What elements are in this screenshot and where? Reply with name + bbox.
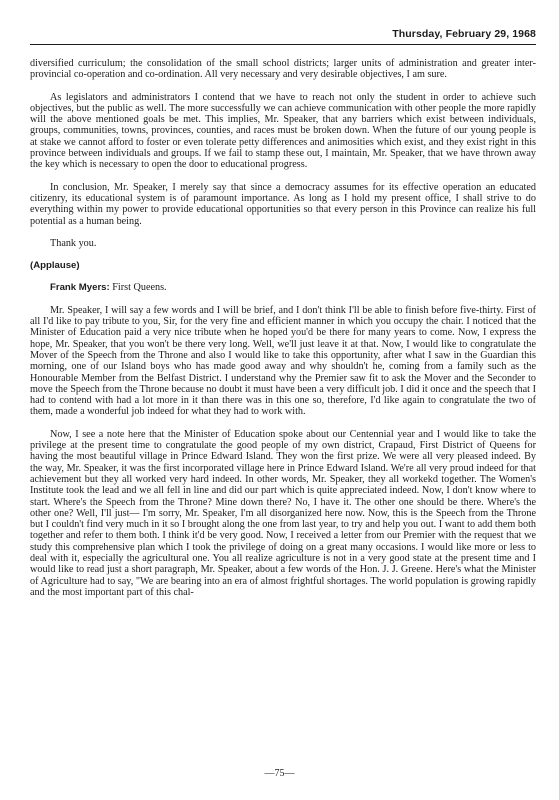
speaker-name: Frank Myers: xyxy=(50,282,110,294)
page-body xyxy=(30,58,536,598)
paragraph-continued: diversified curriculum; the consolidation of the small school districts; larger units of administration and greater inter-provincial co-operation and co-ordination. All very necessary and very desirable objectives, I am sure. xyxy=(30,58,536,81)
paragraph-centennial: Now, I see a note here that the Minister of Education spoke about our Centennial year and I would like to take the privilege at the present time to congratulate the good people of my own district, Crapaud, First District of Queens for having the most beautiful village in Prince Edward Island. They won the first prize. We were all very pleased indeed. By the way, Mr. Speaker, it was the first incorporated village here in Prince Edward Island. We're all very proud indeed for that achievement but they all worked very hard indeed. In other words, Mr. Speaker, they all workekd together. The Women's Institute took the lead and we all fell in line and did our part which is quite appreciated indeed. Now, I don't know where to start. Where's the Speech from the Throne? Mine down there? No, I have it. The other one should be there. Where's the other one? Well, I'll just— I'm sorry, Mr. Speaker, I'm all disorganized here now. Now, this is the Speech from the Throne but I couldn't find very much in it so I brought along the one from last year, to try and help you out. I want to add them both together and refer to them both. I think it'd be very good. Now, I received a letter from our Premier with the request that we study this comprehensive plan which I took the privilege of doing on a great many occasions. I would like more or less to deal with it, especially the agricultural one. You all realize agriculture is not in a very good state at the present time and I would like to read just a short paragraph, Mr. Speaker, about a few words of the Hon. J. J. Greene. Here's what the Minister of Agriculture had to say, "We are bearing into an era of almost frightful shortages. The world population is growing rapidly and the most important part of this chal- xyxy=(30,428,536,598)
page-number: —75— xyxy=(264,768,295,779)
speaker-line xyxy=(30,282,536,293)
thank-you-line: Thank you. xyxy=(50,237,97,249)
paragraph-myers-opening: Mr. Speaker, I will say a few words and I will be brief, and I don't think I'll be able to finish before five-thirty. First of all I'd like to pay tribute to you, Sir, for the very fine and efficient manner in which you occupy the chair. I noticed that the Minister of Education paid a very nice tribute when he hoped you'd be there for many years to come. Now, I express the hope, Mr. Speaker, that you won't be there very long. Well, we'll just leave it at that. Now, I would like to congratulate the Mover of the Speech from the Throne and also I would like to take this opportunity, after what I saw in the Guardian this morning, one of our Island boys who has made good away and why shouldn't he, coming from a family such as the Honourable Member from the Belfast District. I understand why the Premier saw fit to ask the Mover and the Seconder to move the Speech from the Throne because no doubt it must have been a very difficult job. I did it once and the speech that I had to contend with had a lot more in it than there was in this one so, therefore, I'd like again to congratulate the two of them, made a wonderful job indeed for what they had to work with. xyxy=(30,304,536,418)
applause-line: (Applause) xyxy=(30,260,80,272)
speaker-riding: First Queens. xyxy=(112,282,167,294)
paragraph-legislators: As legislators and administrators I contend that we have to reach not only the student in order to achieve such objectives, but the public as well. The more successfully we can achieve communication with other people the more rapidly will the above mentioned goals be met. This implies, Mr. Speaker, that any barriers which exist between individuals, groups, communities, towns, provinces, counties, and races must be broken down. When the future of our young people is at stake we cannot afford to foster or even tolerate petty differences and animosities which exist, and they exist right in this province between individuals and groups. If we fail to stamp these out, I maintain, Mr. Speaker, that we have thrown away the key which is necessary to open the door to educational progress. xyxy=(30,91,536,171)
header-date: Thursday, February 29, 1968 xyxy=(392,28,536,40)
paragraph-conclusion: In conclusion, Mr. Speaker, I merely say that since a democracy assumes for its effective operation an educated citizenry, its educational system is of paramount importance. As long as I hold my present office, I shall strive to do everything within my power to provide educational opportunities so that every person in this Province can realize his full potential as a human being. xyxy=(30,181,536,227)
page-header xyxy=(30,26,536,45)
